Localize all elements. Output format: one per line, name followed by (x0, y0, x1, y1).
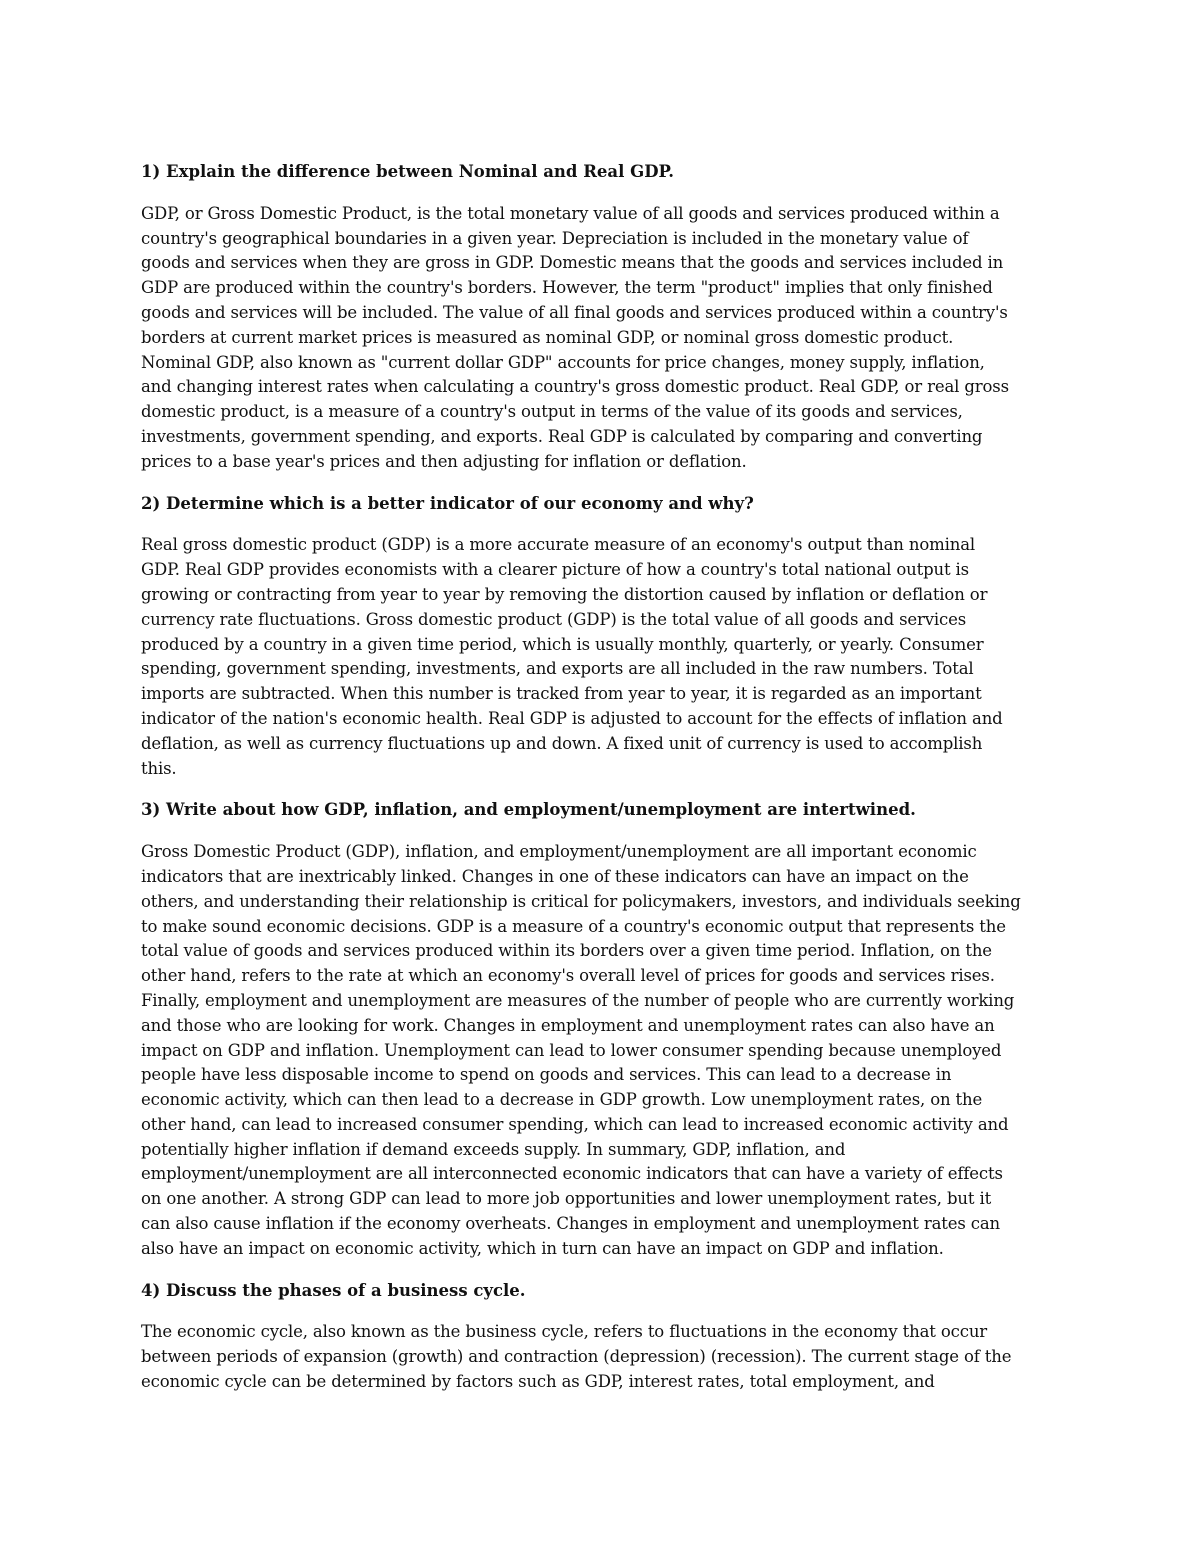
text-line: growing or contracting from year to year by removing the distortion caused by inflation or deflation or (141, 584, 988, 604)
text-line: also have an impact on economic activity, which in turn can have an impact on GDP and inflation. (141, 1238, 944, 1258)
text-line: country's geographical boundaries in a given year. Depreciation is included in the monetary value of (141, 228, 969, 248)
text-line: The economic cycle, also known as the business cycle, refers to fluctuations in the economy that occur (141, 1322, 988, 1342)
text-line: Finally, employment and unemployment are measures of the number of people who are currently working (141, 990, 1015, 1010)
question-3-heading: 3) Write about how GDP, inflation, and employment/unemployment are intertwined. (141, 800, 916, 820)
text-line: goods and services when they are gross in GDP. Domestic means that the goods and services included in (141, 253, 1004, 273)
answer-2-paragraph (141, 533, 1061, 781)
text-line: produced by a country in a given time period, which is usually monthly, quarterly, or yearly. Consumer (141, 634, 984, 654)
answer-1-paragraph (141, 202, 1061, 475)
question-4-heading: 4) Discuss the phases of a business cycle. (141, 1280, 526, 1300)
text-line: economic cycle can be determined by factors such as GDP, interest rates, total employment, and (141, 1372, 935, 1392)
text-line: GDP. Real GDP provides economists with a clearer picture of how a country's total national output is (141, 560, 969, 580)
text-line: prices to a base year's prices and then adjusting for inflation or deflation. (141, 451, 747, 471)
text-line: Gross Domestic Product (GDP), inflation, and employment/unemployment are all important economic (141, 842, 977, 862)
text-line: imports are subtracted. When this number is tracked from year to year, it is regarded as an important (141, 684, 982, 704)
text-line: to make sound economic decisions. GDP is a measure of a country's economic output that represents the (141, 916, 1006, 936)
text-line: other hand, refers to the rate at which an economy's overall level of prices for goods and services rises. (141, 966, 995, 986)
text-line: GDP are produced within the country's borders. However, the term "product" implies that only finished (141, 278, 993, 298)
text-line: impact on GDP and inflation. Unemployment can lead to lower consumer spending because unemployed (141, 1040, 1002, 1060)
text-line: on one another. A strong GDP can lead to more job opportunities and lower unemployment rates, but it (141, 1189, 992, 1209)
text-line: this. (141, 758, 177, 778)
answer-4-paragraph (141, 1320, 1061, 1394)
text-line: and those who are looking for work. Changes in employment and unemployment rates can also have an (141, 1015, 995, 1035)
document-page (141, 160, 1061, 1412)
text-line: borders at current market prices is measured as nominal GDP, or nominal gross domestic product. (141, 327, 954, 347)
text-line: between periods of expansion (growth) and contraction (depression) (recession). The current stage of the (141, 1347, 1012, 1367)
text-line: goods and services will be included. The value of all final goods and services produced within a country's (141, 302, 1008, 322)
text-line: domestic product, is a measure of a country's output in terms of the value of its goods and services, (141, 402, 963, 422)
text-line: people have less disposable income to spend on goods and services. This can lead to a decrease in (141, 1065, 952, 1085)
text-line: Real gross domestic product (GDP) is a more accurate measure of an economy's output than nominal (141, 535, 976, 555)
text-line: GDP, or Gross Domestic Product, is the total monetary value of all goods and services produced within a (141, 203, 1000, 223)
text-line: Nominal GDP, also known as "current dollar GDP" accounts for price changes, money supply, inflation, (141, 352, 985, 372)
text-line: indicators that are inextricably linked. Changes in one of these indicators can have an impact on the (141, 866, 969, 886)
text-line: economic activity, which can then lead to a decrease in GDP growth. Low unemployment rates, on the (141, 1090, 983, 1110)
text-line: potentially higher inflation if demand exceeds supply. In summary, GDP, inflation, and (141, 1139, 846, 1159)
text-line: deflation, as well as currency fluctuations up and down. A fixed unit of currency is used to accomplish (141, 733, 983, 753)
text-line: spending, government spending, investments, and exports are all included in the raw numbers. Total (141, 659, 974, 679)
text-line: investments, government spending, and exports. Real GDP is calculated by comparing and converting (141, 426, 983, 446)
text-line: employment/unemployment are all interconnected economic indicators that can have a variety of effects (141, 1164, 1003, 1184)
text-line: other hand, can lead to increased consumer spending, which can lead to increased economic activity and (141, 1114, 1009, 1134)
text-line: and changing interest rates when calculating a country's gross domestic product. Real GDP, or real gross (141, 377, 1009, 397)
question-2-heading: 2) Determine which is a better indicator of our economy and why? (141, 493, 754, 513)
text-line: can also cause inflation if the economy overheats. Changes in employment and unemployment rates can (141, 1214, 1001, 1234)
answer-3-paragraph (141, 840, 1061, 1262)
text-line: currency rate fluctuations. Gross domestic product (GDP) is the total value of all goods and services (141, 609, 967, 629)
question-1-heading: 1) Explain the difference between Nominal and Real GDP. (141, 162, 674, 181)
text-line: indicator of the nation's economic health. Real GDP is adjusted to account for the effects of inflation and (141, 708, 1003, 728)
text-line: total value of goods and services produced within its borders over a given time period. Inflation, on the (141, 941, 992, 961)
text-line: others, and understanding their relationship is critical for policymakers, investors, and individuals seeking (141, 891, 1021, 911)
